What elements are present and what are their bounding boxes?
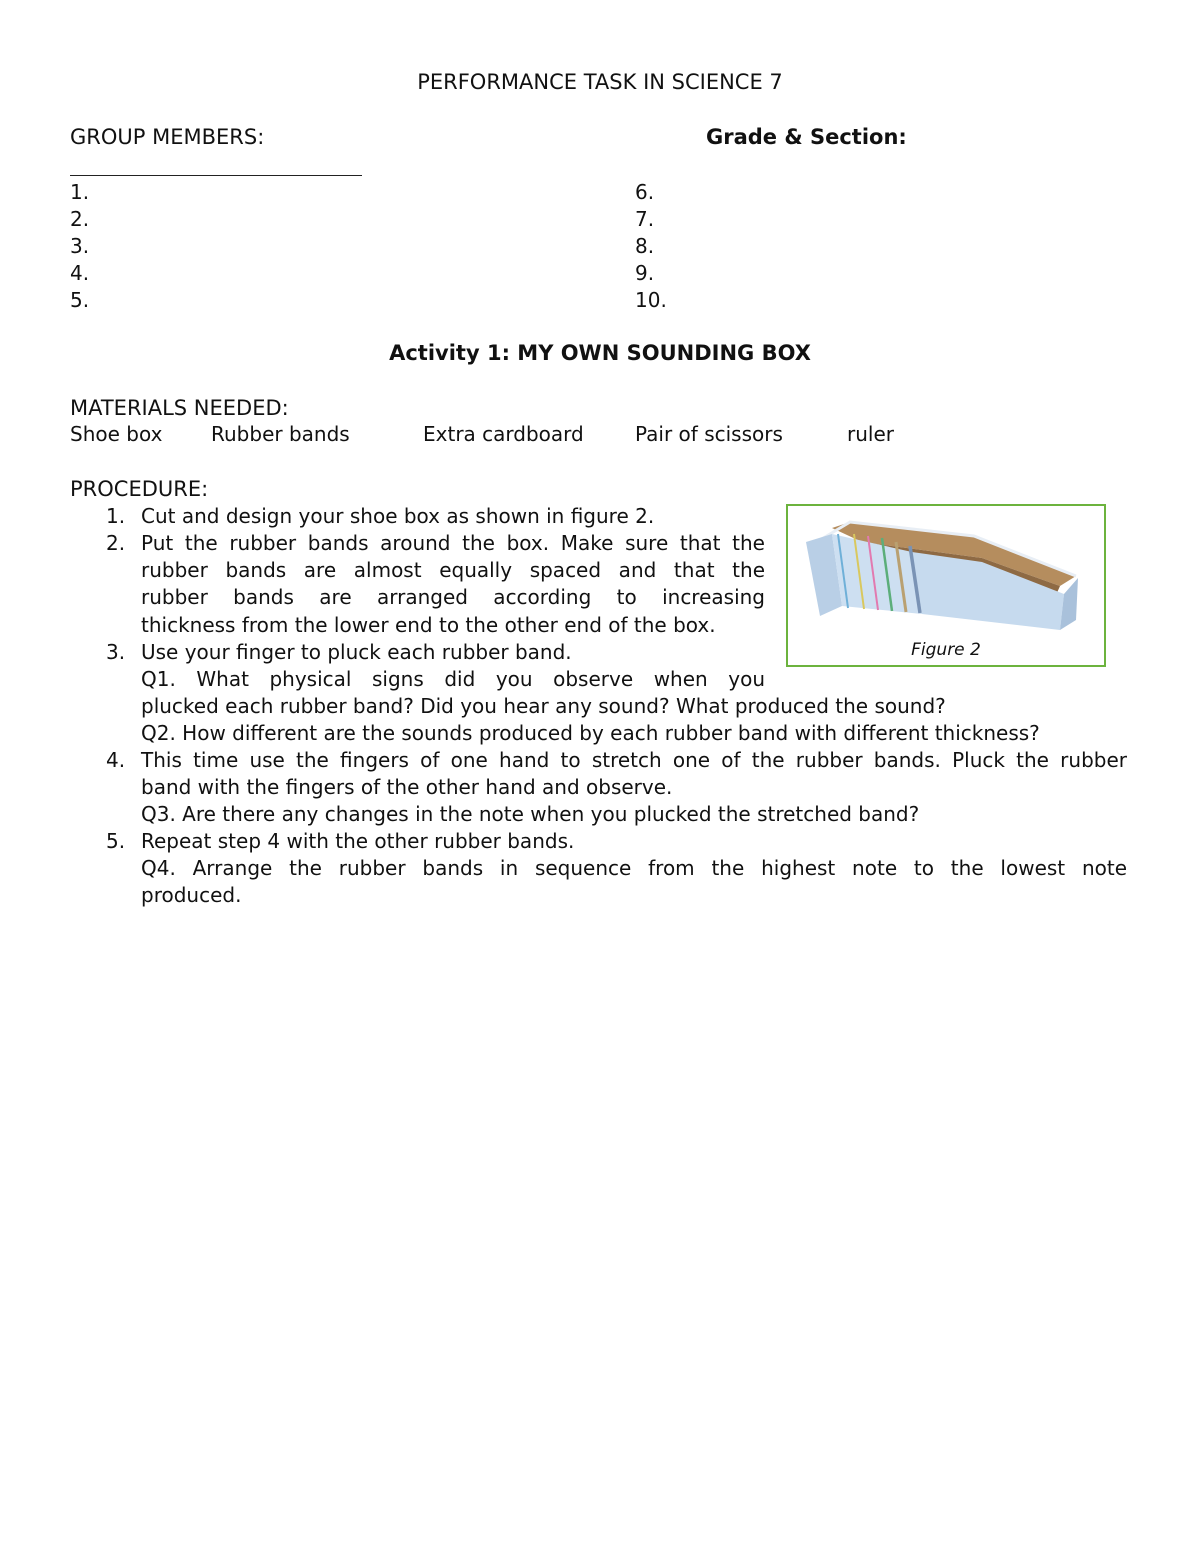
step-4-marker: 4. bbox=[106, 748, 126, 772]
figure-2-frame bbox=[786, 504, 1106, 667]
material-ruler: ruler bbox=[847, 422, 894, 446]
step-1-marker: 1. bbox=[106, 504, 126, 528]
grade-section-label: Grade & Section: bbox=[706, 125, 907, 149]
step-5-text: Repeat step 4 with the other rubber bands. bbox=[141, 829, 575, 853]
activity-title: Activity 1: MY OWN SOUNDING BOX bbox=[389, 341, 811, 365]
question-3: Q3. Are there any changes in the note when you plucked the stretched band? bbox=[141, 802, 920, 826]
procedure-label: PROCEDURE: bbox=[70, 477, 209, 501]
member-number-2: 2. bbox=[70, 207, 90, 231]
name-underline bbox=[70, 175, 362, 176]
material-scissors: Pair of scissors bbox=[635, 422, 783, 446]
step-2-marker: 2. bbox=[106, 531, 126, 555]
material-rubber-bands: Rubber bands bbox=[211, 422, 350, 446]
step-5-marker: 5. bbox=[106, 829, 126, 853]
member-number-5: 5. bbox=[70, 288, 90, 312]
member-number-6: 6. bbox=[635, 180, 655, 204]
step-3-marker: 3. bbox=[106, 640, 126, 664]
step-2-line-3: rubber bands are arranged according to increasing bbox=[141, 585, 765, 609]
question-4-line-1: Q4. Arrange the rubber bands in sequence from the highest note to the lowest note bbox=[141, 856, 1127, 880]
step-4-line-1: This time use the fingers of one hand to stretch one of the rubber bands. Pluck the rubber bbox=[141, 748, 1127, 772]
page-title: PERFORMANCE TASK IN SCIENCE 7 bbox=[417, 70, 783, 94]
step-2-line-1: Put the rubber bands around the box. Make sure that the bbox=[141, 531, 765, 555]
step-3-text: Use your finger to pluck each rubber band. bbox=[141, 640, 572, 664]
member-number-8: 8. bbox=[635, 234, 655, 258]
step-2-line-2: rubber bands are almost equally spaced and that the bbox=[141, 558, 765, 582]
step-4-line-2: band with the fingers of the other hand and observe. bbox=[141, 775, 673, 799]
materials-label: MATERIALS NEEDED: bbox=[70, 396, 289, 420]
material-extra-cardboard: Extra cardboard bbox=[423, 422, 584, 446]
step-1-text: Cut and design your shoe box as shown in figure 2. bbox=[141, 504, 655, 528]
member-number-9: 9. bbox=[635, 261, 655, 285]
shoe-box-illustration bbox=[802, 512, 1092, 638]
member-number-10: 10. bbox=[635, 288, 667, 312]
member-number-3: 3. bbox=[70, 234, 90, 258]
question-1-line-1: Q1. What physical signs did you observe when you bbox=[141, 667, 765, 691]
member-number-7: 7. bbox=[635, 207, 655, 231]
question-1-line-2: plucked each rubber band? Did you hear any sound? What produced the sound? bbox=[141, 694, 946, 718]
material-shoe-box: Shoe box bbox=[70, 422, 163, 446]
question-2: Q2. How different are the sounds produced by each rubber band with different thickness? bbox=[141, 721, 1040, 745]
question-4-line-2: produced. bbox=[141, 883, 242, 907]
group-members-label: GROUP MEMBERS: bbox=[70, 125, 265, 149]
member-number-1: 1. bbox=[70, 180, 90, 204]
figure-caption: Figure 2 bbox=[911, 640, 981, 660]
member-number-4: 4. bbox=[70, 261, 90, 285]
step-2-line-4: thickness from the lower end to the other end of the box. bbox=[141, 613, 716, 637]
